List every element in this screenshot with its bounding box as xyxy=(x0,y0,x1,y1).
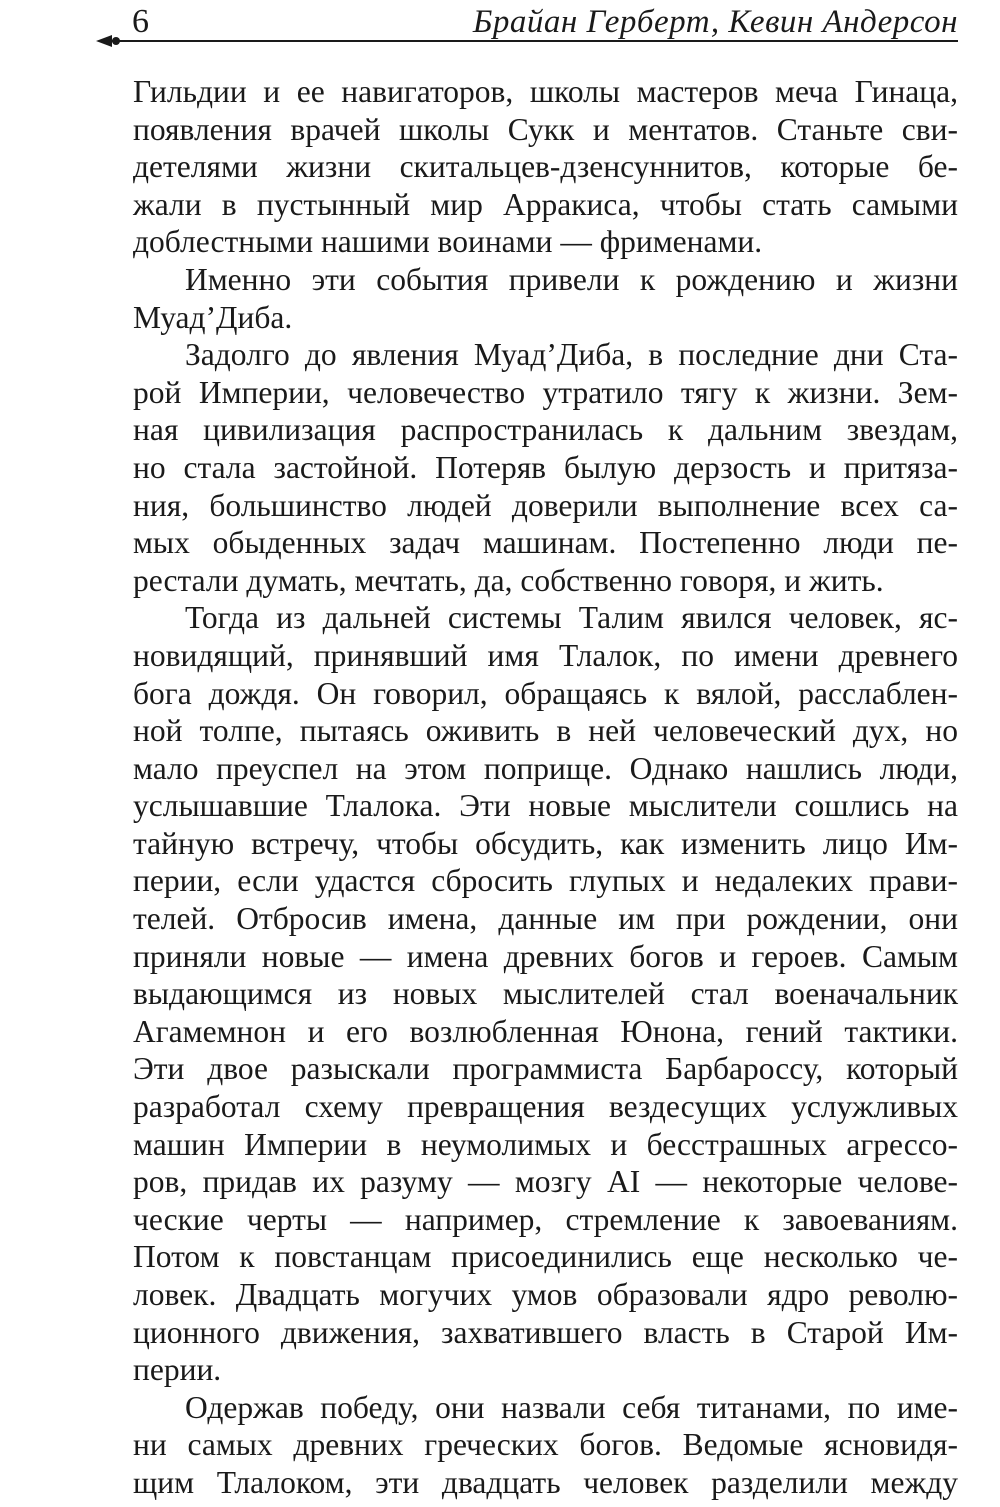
text-line: ционного движения, захватившего власть в Старой Им- xyxy=(133,1314,958,1350)
text-line: перии, если удастся сбросить глупых и недалеких прави- xyxy=(133,863,958,899)
page-number: 6 xyxy=(132,3,149,40)
text-line: приняли новые — имена древних богов и героев. Самым xyxy=(133,938,958,974)
text-line: Задолго до явления Муад’Диба, в последние дни Ста- xyxy=(185,337,958,373)
text-line: телей. Отбросив имена, данные им при рождении, они xyxy=(133,901,958,937)
text-line: Эти двое разыскали программиста Барбароссу, который xyxy=(133,1051,958,1087)
text-line: разработал схему превращения вездесущих услужливых xyxy=(133,1089,958,1125)
body-text xyxy=(133,73,958,1502)
text-line: Потом к повстанцам присоединились еще несколько че- xyxy=(133,1239,958,1275)
text-line: жали в пустынный мир Арракиса, чтобы стать самыми xyxy=(133,186,958,222)
text-line: мало преуспел на этом поприще. Однако нашлись люди, xyxy=(133,750,958,786)
text-line: ни самых древних греческих богов. Ведомые ясновидя- xyxy=(133,1427,958,1463)
text-line: но стала застойной. Потеряв былую дерзость и притяза- xyxy=(133,449,958,485)
text-line: рой Империи, человечество утратило тягу к жизни. Зем- xyxy=(133,374,958,410)
text-line: мых обыденных задач машинам. Постепенно люди пе- xyxy=(133,525,958,561)
page-header xyxy=(0,0,1000,50)
text-line: Агамемнон и его возлюбленная Юнона, гений тактики. xyxy=(133,1013,958,1049)
text-line: ров, придав их разуму — мозгу AI — некоторые челове- xyxy=(133,1164,958,1200)
text-line: детелями жизни скитальцев-дзенсуннитов, которые бе- xyxy=(133,149,958,185)
text-line: перии. xyxy=(133,1352,222,1388)
text-line: появления врачей школы Сукк и ментатов. Станьте сви- xyxy=(133,111,958,147)
text-line: доблестными нашими воинами — фрименами. xyxy=(133,224,763,260)
text-line: Гильдии и ее навигаторов, школы мастеров меча Гинаца, xyxy=(133,74,958,109)
text-line: бога дождя. Он говорил, обращаясь к вялой, расслаблен- xyxy=(133,675,958,711)
text-line: Именно эти события привели к рождению и жизни xyxy=(185,261,958,297)
text-line: Муад’Диба. xyxy=(133,299,293,335)
text-line: услышавшие Тлалока. Эти новые мыслители сошлись на xyxy=(133,788,958,824)
header-rule xyxy=(108,40,958,42)
text-line: щим Тлалоком, эти двадцать человек разделили между xyxy=(133,1464,958,1500)
text-line: ная цивилизация распространилась к дальним звездам, xyxy=(133,412,958,448)
running-head: Брайан Герберт, Кевин Андерсон xyxy=(472,4,958,40)
text-line: ния, большинство людей доверили выполнение всех са- xyxy=(133,487,958,523)
text-line: ловек. Двадцать могучих умов образовали ядро револю- xyxy=(133,1277,958,1312)
text-line: выдающимся из новых мыслителей стал военачальник xyxy=(133,976,958,1012)
text-line: рестали думать, мечтать, да, собственно говоря, и жить. xyxy=(133,562,884,598)
text-line: тайную встречу, чтобы обсудить, как изменить лицо Им- xyxy=(133,825,958,861)
text-line: новидящий, принявший имя Тлалок, по имени древнего xyxy=(133,637,958,673)
text-line: ческие черты — например, стремление к завоеваниям. xyxy=(133,1201,958,1237)
text-line: Тогда из дальней системы Талим явился человек, яс- xyxy=(185,600,958,636)
text-line: машин Империи в неумолимых и бесстрашных агрессо- xyxy=(133,1126,958,1162)
text-line: ной толпе, пытаясь оживить в ней человеческий дух, но xyxy=(133,713,958,749)
text-line: Одержав победу, они назвали себя титанами, по име- xyxy=(185,1389,958,1425)
